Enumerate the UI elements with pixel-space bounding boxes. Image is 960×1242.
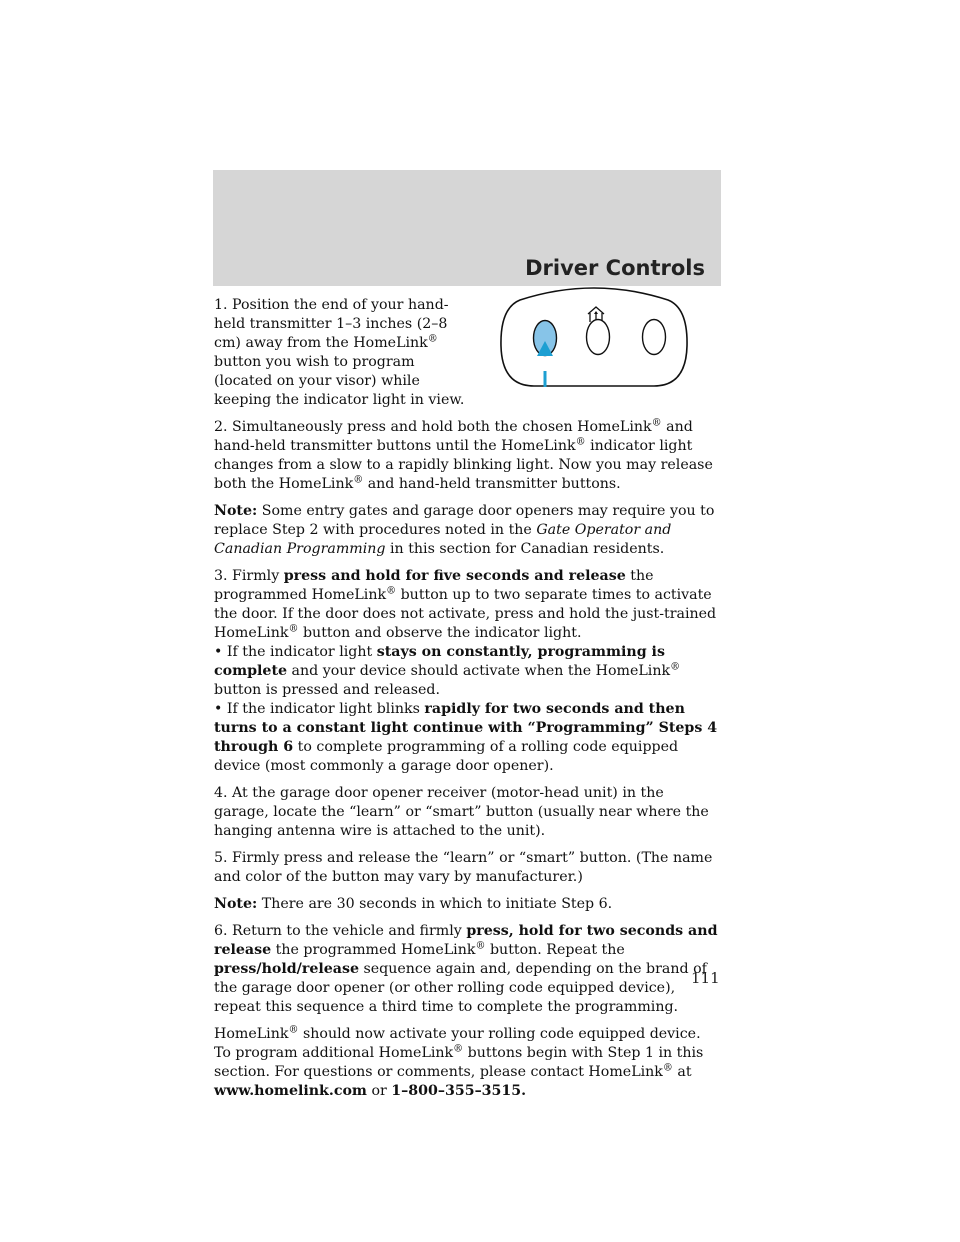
section-title: Driver Controls [525, 256, 705, 280]
step-2: 2. Simultaneously press and hold both the chosen HomeLink® and hand-held transmitter buttons until the HomeLink® indicator light changes from a slow to a rapidly blinking light. Now you may release both the HomeLink® and hand-held transmitter buttons. [214, 417, 713, 492]
note-1: Note: Some entry gates and garage door openers may require you to replace Step 2 with procedures noted in the Gate Operator and Canadian Programming in this section for Canadian residents. [214, 503, 715, 557]
bullet-constant: • If the indicator light stays on constantly, programming is complete and your device should activate when the HomeLink® button is pressed and released. [214, 644, 681, 698]
page-number: 111 [691, 969, 720, 987]
homelink-url: www.homelink.com [214, 1083, 367, 1099]
step-1: 1. Position the end of your hand-held transmitter 1–3 inches (2–8 cm) away from the HomeLink® button you wish to program (located on your visor) while keeping the indicator light in view. [214, 297, 465, 408]
step-6: 6. Return to the vehicle and firmly press, hold for two seconds and release the programmed HomeLink® button. Repeat the press/hold/release sequence again and, depending on the brand of the garage door opener (or other rolling code equipped device), repeat this sequence a third time to complete the programming. [214, 923, 718, 1015]
instructions [214, 296, 720, 1109]
note-2: Note: There are 30 seconds in which to initiate Step 6. [214, 896, 613, 912]
homelink-phone: 1–800–355–3515. [391, 1083, 527, 1099]
step-3: 3. Firmly press and hold for five seconds and release the programmed HomeLink® button up to two separate times to activate the door. If the door does not activate, press and hold the just-trained HomeLink® button and observe the indicator light. [214, 568, 717, 641]
step-4: 4. At the garage door opener receiver (motor-head unit) in the garage, locate the “learn” or “smart” button (usually near where the hanging antenna wire is attached to the unit). [214, 785, 709, 839]
step-5: 5. Firmly press and release the “learn” or “smart” button. (The name and color of the button may vary by manufacturer.) [214, 850, 713, 885]
bullet-rapid: • If the indicator light blinks rapidly for two seconds and then turns to a constant light continue with “Programming” Steps 4 through 6 to complete programming of a rolling code equipped device (most commonly a garage door opener). [214, 701, 718, 774]
closing-paragraph: HomeLink® should now activate your rolling code equipped device. To program additional HomeLink® buttons begin with Step 1 in this section. For questions or comments, please contact HomeLink® at www.homelink.com or 1–800–355–3515. [214, 1024, 704, 1099]
header-band [213, 170, 721, 286]
